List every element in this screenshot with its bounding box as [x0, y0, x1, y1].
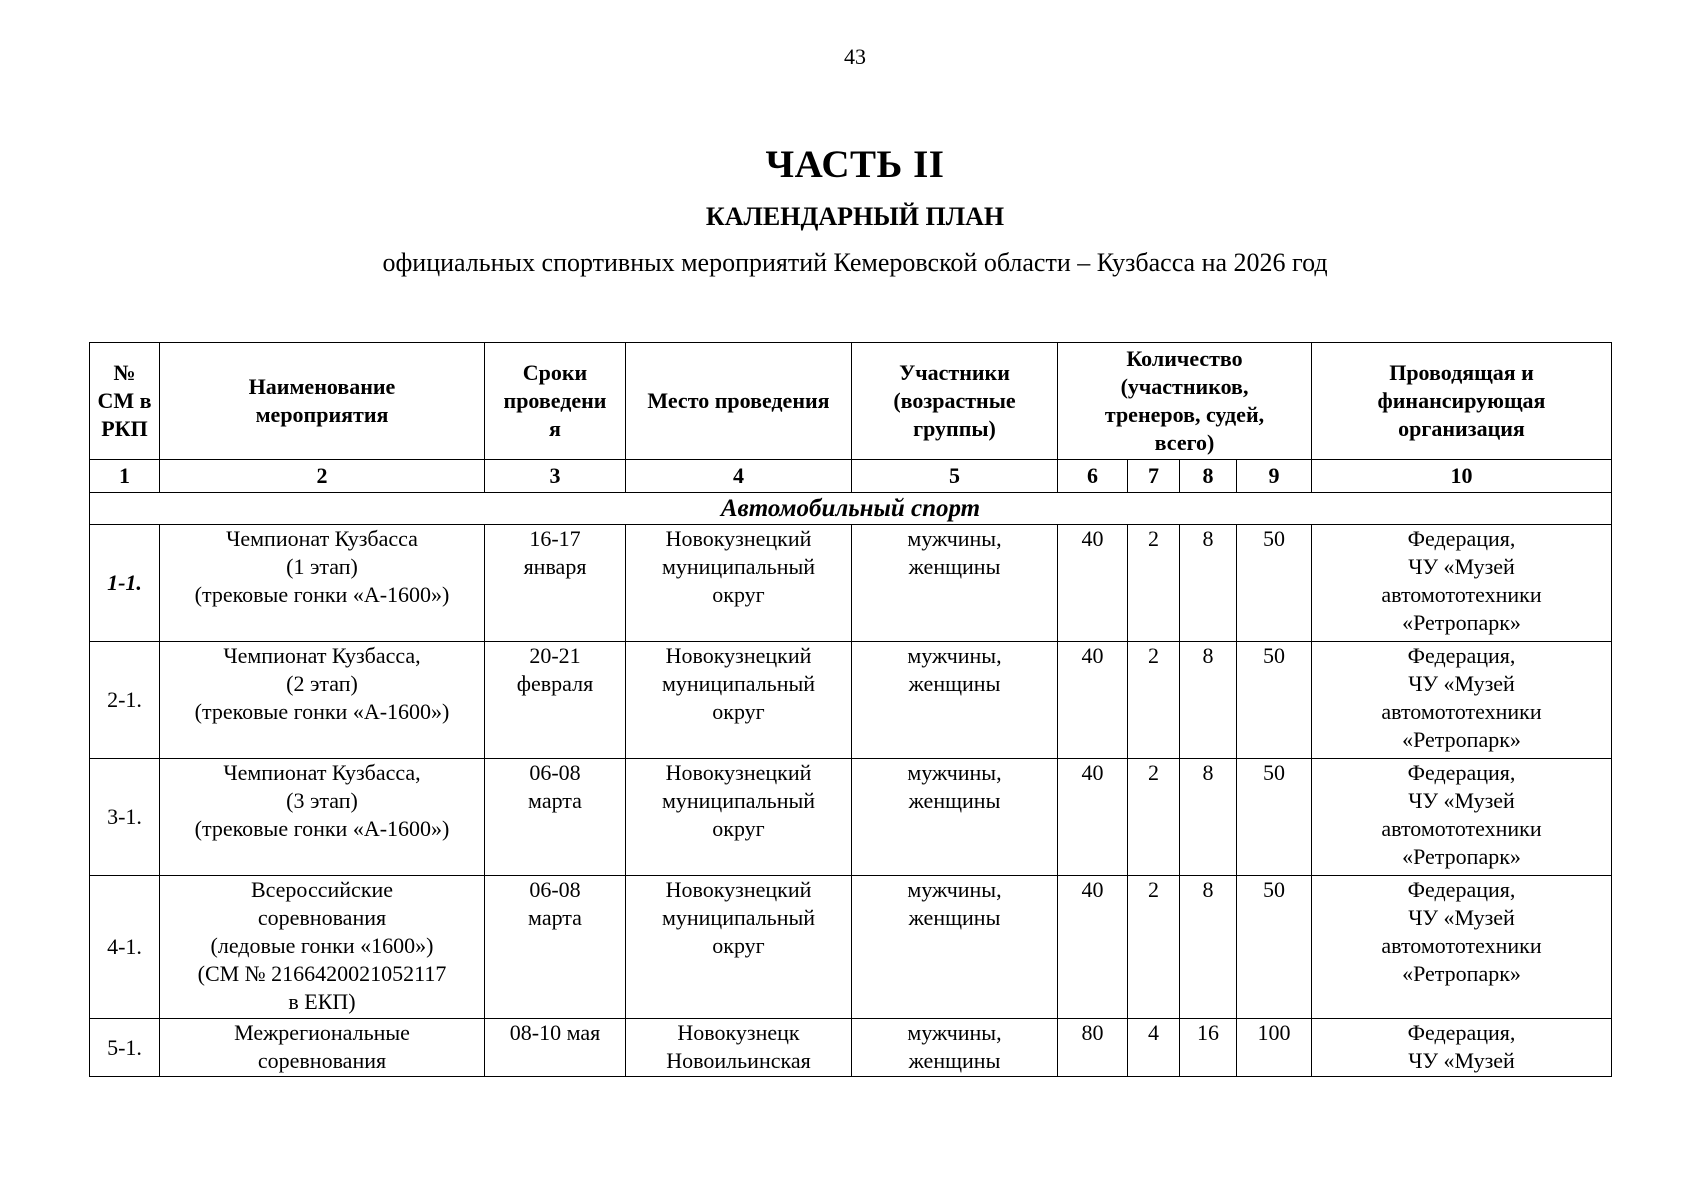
column-number: 10 — [1312, 460, 1612, 493]
organization-cell-line: «Ретропарк» — [1402, 727, 1521, 752]
header-participants — [852, 343, 1058, 460]
calendar-plan-table — [89, 342, 1612, 1077]
header-line: Участники — [899, 360, 1010, 385]
coaches-count-cell: 4 — [1128, 1019, 1180, 1077]
dates-cell — [485, 876, 626, 1019]
dates-cell — [485, 759, 626, 876]
column-number-row — [90, 460, 1612, 493]
dates-cell-line: 20-21 — [529, 643, 581, 668]
place-cell-line: округ — [712, 933, 765, 958]
place-cell-line: муниципальный — [661, 554, 816, 579]
coaches-count-cell: 2 — [1128, 759, 1180, 876]
event-name-cell — [160, 642, 485, 759]
dates-cell-line: 08-10 мая — [509, 1020, 601, 1045]
place-cell-line: муниципальный — [661, 905, 816, 930]
section-title: Автомобильный спорт — [90, 493, 1612, 525]
event-name-cell-line: Чемпионат Кузбасса — [226, 526, 418, 551]
table-header-row — [90, 343, 1612, 460]
place-cell-line: Новокузнецк — [677, 1020, 800, 1045]
header-line: я — [549, 416, 561, 441]
header-organization — [1312, 343, 1612, 460]
column-number: 2 — [160, 460, 485, 493]
place-cell-line: округ — [712, 582, 765, 607]
place-cell-line: муниципальный — [661, 671, 816, 696]
organization-cell-line: ЧУ «Музей — [1408, 671, 1515, 696]
event-name-cell-line: в ЕКП) — [288, 989, 356, 1014]
header-dates — [485, 343, 626, 460]
place-cell-line: Новокузнецкий — [665, 877, 812, 902]
organization-cell-line: Федерация, — [1407, 526, 1516, 551]
header-line: (возрастные — [893, 388, 1016, 413]
participants-count-cell: 40 — [1058, 876, 1128, 1019]
place-cell — [626, 1019, 852, 1077]
header-line: всего) — [1154, 430, 1215, 455]
place-cell-line: муниципальный — [661, 788, 816, 813]
organization-cell-line: автомототехники — [1381, 582, 1542, 607]
place-cell-line: Новокузнецкий — [665, 526, 812, 551]
organization-cell-line: автомототехники — [1381, 816, 1542, 841]
header-quantity — [1058, 343, 1312, 460]
event-name-cell-line: (ледовые гонки «1600») — [210, 933, 434, 958]
section-row — [90, 493, 1612, 525]
judges-count-cell: 8 — [1180, 876, 1237, 1019]
event-name-cell-line: Всероссийские — [250, 877, 394, 902]
participants-cell — [852, 759, 1058, 876]
organization-cell-line: «Ретропарк» — [1402, 961, 1521, 986]
place-cell — [626, 525, 852, 642]
dates-cell-line: 16-17 — [529, 526, 581, 551]
coaches-count-cell: 2 — [1128, 642, 1180, 759]
header-line: Наименование — [248, 374, 396, 399]
participants-cell-line: женщины — [908, 788, 1001, 813]
organization-cell-line: ЧУ «Музей — [1408, 788, 1515, 813]
place-cell-line: Новокузнецкий — [665, 643, 812, 668]
organization-cell-line: автомототехники — [1381, 933, 1542, 958]
dates-cell — [485, 525, 626, 642]
organization-cell-line: автомототехники — [1381, 699, 1542, 724]
place-cell — [626, 759, 852, 876]
page-number: 43 — [844, 44, 866, 69]
dates-cell-line: февраля — [516, 671, 594, 696]
table-row — [90, 876, 1612, 1019]
judges-count-cell: 16 — [1180, 1019, 1237, 1077]
organization-cell — [1312, 876, 1612, 1019]
organization-cell-line: ЧУ «Музей — [1408, 554, 1515, 579]
dates-cell — [485, 642, 626, 759]
organization-cell-line: Федерация, — [1407, 1020, 1516, 1045]
event-name-cell — [160, 876, 485, 1019]
organization-cell-line: Федерация, — [1407, 760, 1516, 785]
place-cell-line: округ — [712, 699, 765, 724]
column-number: 3 — [485, 460, 626, 493]
total-count-cell: 100 — [1237, 1019, 1312, 1077]
dates-cell-line: марта — [528, 905, 582, 930]
organization-cell-line: ЧУ «Музей — [1408, 1048, 1515, 1073]
header-line: тренеров, судей, — [1104, 402, 1265, 427]
event-name-cell-line: Чемпионат Кузбасса, — [223, 643, 421, 668]
event-name-cell — [160, 525, 485, 642]
header-event-name — [160, 343, 485, 460]
place-cell-line: Новоильинская — [666, 1048, 811, 1073]
header-line: СМ в — [97, 388, 152, 413]
header-line: мероприятия — [255, 402, 389, 427]
participants-cell-line: женщины — [908, 671, 1001, 696]
participants-cell-line: мужчины, — [907, 643, 1002, 668]
row-number-cell: 2-1. — [90, 642, 160, 759]
header-line: Сроки — [522, 360, 588, 385]
participants-cell-line: мужчины, — [907, 760, 1002, 785]
total-count-cell: 50 — [1237, 759, 1312, 876]
dates-cell — [485, 1019, 626, 1077]
column-number: 1 — [90, 460, 160, 493]
total-count-cell: 50 — [1237, 642, 1312, 759]
table-body — [90, 525, 1612, 1077]
event-name-cell-line: соревнования — [257, 905, 387, 930]
event-name-cell-line: (трековые гонки «А-1600») — [194, 582, 450, 607]
participants-cell-line: мужчины, — [907, 526, 1002, 551]
participants-cell — [852, 876, 1058, 1019]
column-number: 6 — [1058, 460, 1128, 493]
organization-cell-line: Федерация, — [1407, 643, 1516, 668]
table-row — [90, 759, 1612, 876]
header-line: № — [113, 360, 136, 385]
participants-count-cell: 40 — [1058, 642, 1128, 759]
place-cell — [626, 642, 852, 759]
event-name-cell — [160, 759, 485, 876]
header-line: проведени — [503, 388, 607, 413]
column-number: 7 — [1128, 460, 1180, 493]
participants-cell — [852, 525, 1058, 642]
event-name-cell-line: Межрегиональные — [234, 1020, 410, 1045]
participants-cell — [852, 1019, 1058, 1077]
table-row — [90, 1019, 1612, 1077]
dates-cell-line: 06-08 — [529, 760, 581, 785]
header-line: организация — [1398, 416, 1525, 441]
plan-subtitle: официальных спортивных мероприятий Кемеровской области – Кузбасса на 2026 год — [382, 248, 1328, 277]
organization-cell — [1312, 759, 1612, 876]
header-sm-number — [90, 343, 160, 460]
organization-cell — [1312, 1019, 1612, 1077]
header-place — [626, 343, 852, 460]
participants-cell-line: мужчины, — [907, 1020, 1002, 1045]
dates-cell-line: 06-08 — [529, 877, 581, 902]
row-number-cell: 4-1. — [90, 876, 160, 1019]
participants-count-cell: 40 — [1058, 759, 1128, 876]
event-name-cell-line: (2 этап) — [286, 671, 358, 696]
plan-title: КАЛЕНДАРНЫЙ ПЛАН — [705, 202, 1005, 231]
event-name-cell-line: (СМ № 2166420021052117 — [197, 961, 447, 986]
header-line: финансирующая — [1377, 388, 1546, 413]
column-number: 4 — [626, 460, 852, 493]
participants-cell-line: женщины — [908, 1048, 1001, 1073]
organization-cell-line: Федерация, — [1407, 877, 1516, 902]
header-line: (участников, — [1120, 374, 1249, 399]
participants-cell-line: женщины — [908, 554, 1001, 579]
event-name-cell-line: (трековые гонки «А-1600») — [194, 816, 450, 841]
organization-cell — [1312, 525, 1612, 642]
organization-cell-line: «Ретропарк» — [1402, 610, 1521, 635]
column-number: 9 — [1237, 460, 1312, 493]
judges-count-cell: 8 — [1180, 642, 1237, 759]
header-line: Количество — [1126, 346, 1243, 371]
row-number-cell: 3-1. — [90, 759, 160, 876]
place-cell-line: округ — [712, 816, 765, 841]
participants-count-cell: 40 — [1058, 525, 1128, 642]
judges-count-cell: 8 — [1180, 759, 1237, 876]
coaches-count-cell: 2 — [1128, 525, 1180, 642]
dates-cell-line: марта — [528, 788, 582, 813]
table-row — [90, 642, 1612, 759]
place-cell — [626, 876, 852, 1019]
total-count-cell: 50 — [1237, 876, 1312, 1019]
coaches-count-cell: 2 — [1128, 876, 1180, 1019]
dates-cell-line: января — [523, 554, 587, 579]
row-number-cell: 5-1. — [90, 1019, 160, 1077]
participants-cell-line: мужчины, — [907, 877, 1002, 902]
organization-cell-line: ЧУ «Музей — [1408, 905, 1515, 930]
participants-cell-line: женщины — [908, 905, 1001, 930]
event-name-cell-line: (1 этап) — [286, 554, 358, 579]
part-title: ЧАСТЬ II — [765, 143, 945, 186]
header-line: Место проведения — [647, 388, 830, 413]
header-line: РКП — [101, 416, 148, 441]
judges-count-cell: 8 — [1180, 525, 1237, 642]
event-name-cell-line: Чемпионат Кузбасса, — [223, 760, 421, 785]
organization-cell — [1312, 642, 1612, 759]
column-number: 8 — [1180, 460, 1237, 493]
event-name-cell-line: соревнования — [257, 1048, 387, 1073]
table-row — [90, 525, 1612, 642]
header-line: группы) — [913, 416, 996, 441]
event-name-cell-line: (трековые гонки «А-1600») — [194, 699, 450, 724]
event-name-cell — [160, 1019, 485, 1077]
column-number: 5 — [852, 460, 1058, 493]
participants-cell — [852, 642, 1058, 759]
place-cell-line: Новокузнецкий — [665, 760, 812, 785]
event-name-cell-line: (3 этап) — [286, 788, 358, 813]
row-number-cell: 1-1. — [90, 525, 160, 642]
organization-cell-line: «Ретропарк» — [1402, 844, 1521, 869]
header-line: Проводящая и — [1389, 360, 1534, 385]
total-count-cell: 50 — [1237, 525, 1312, 642]
participants-count-cell: 80 — [1058, 1019, 1128, 1077]
